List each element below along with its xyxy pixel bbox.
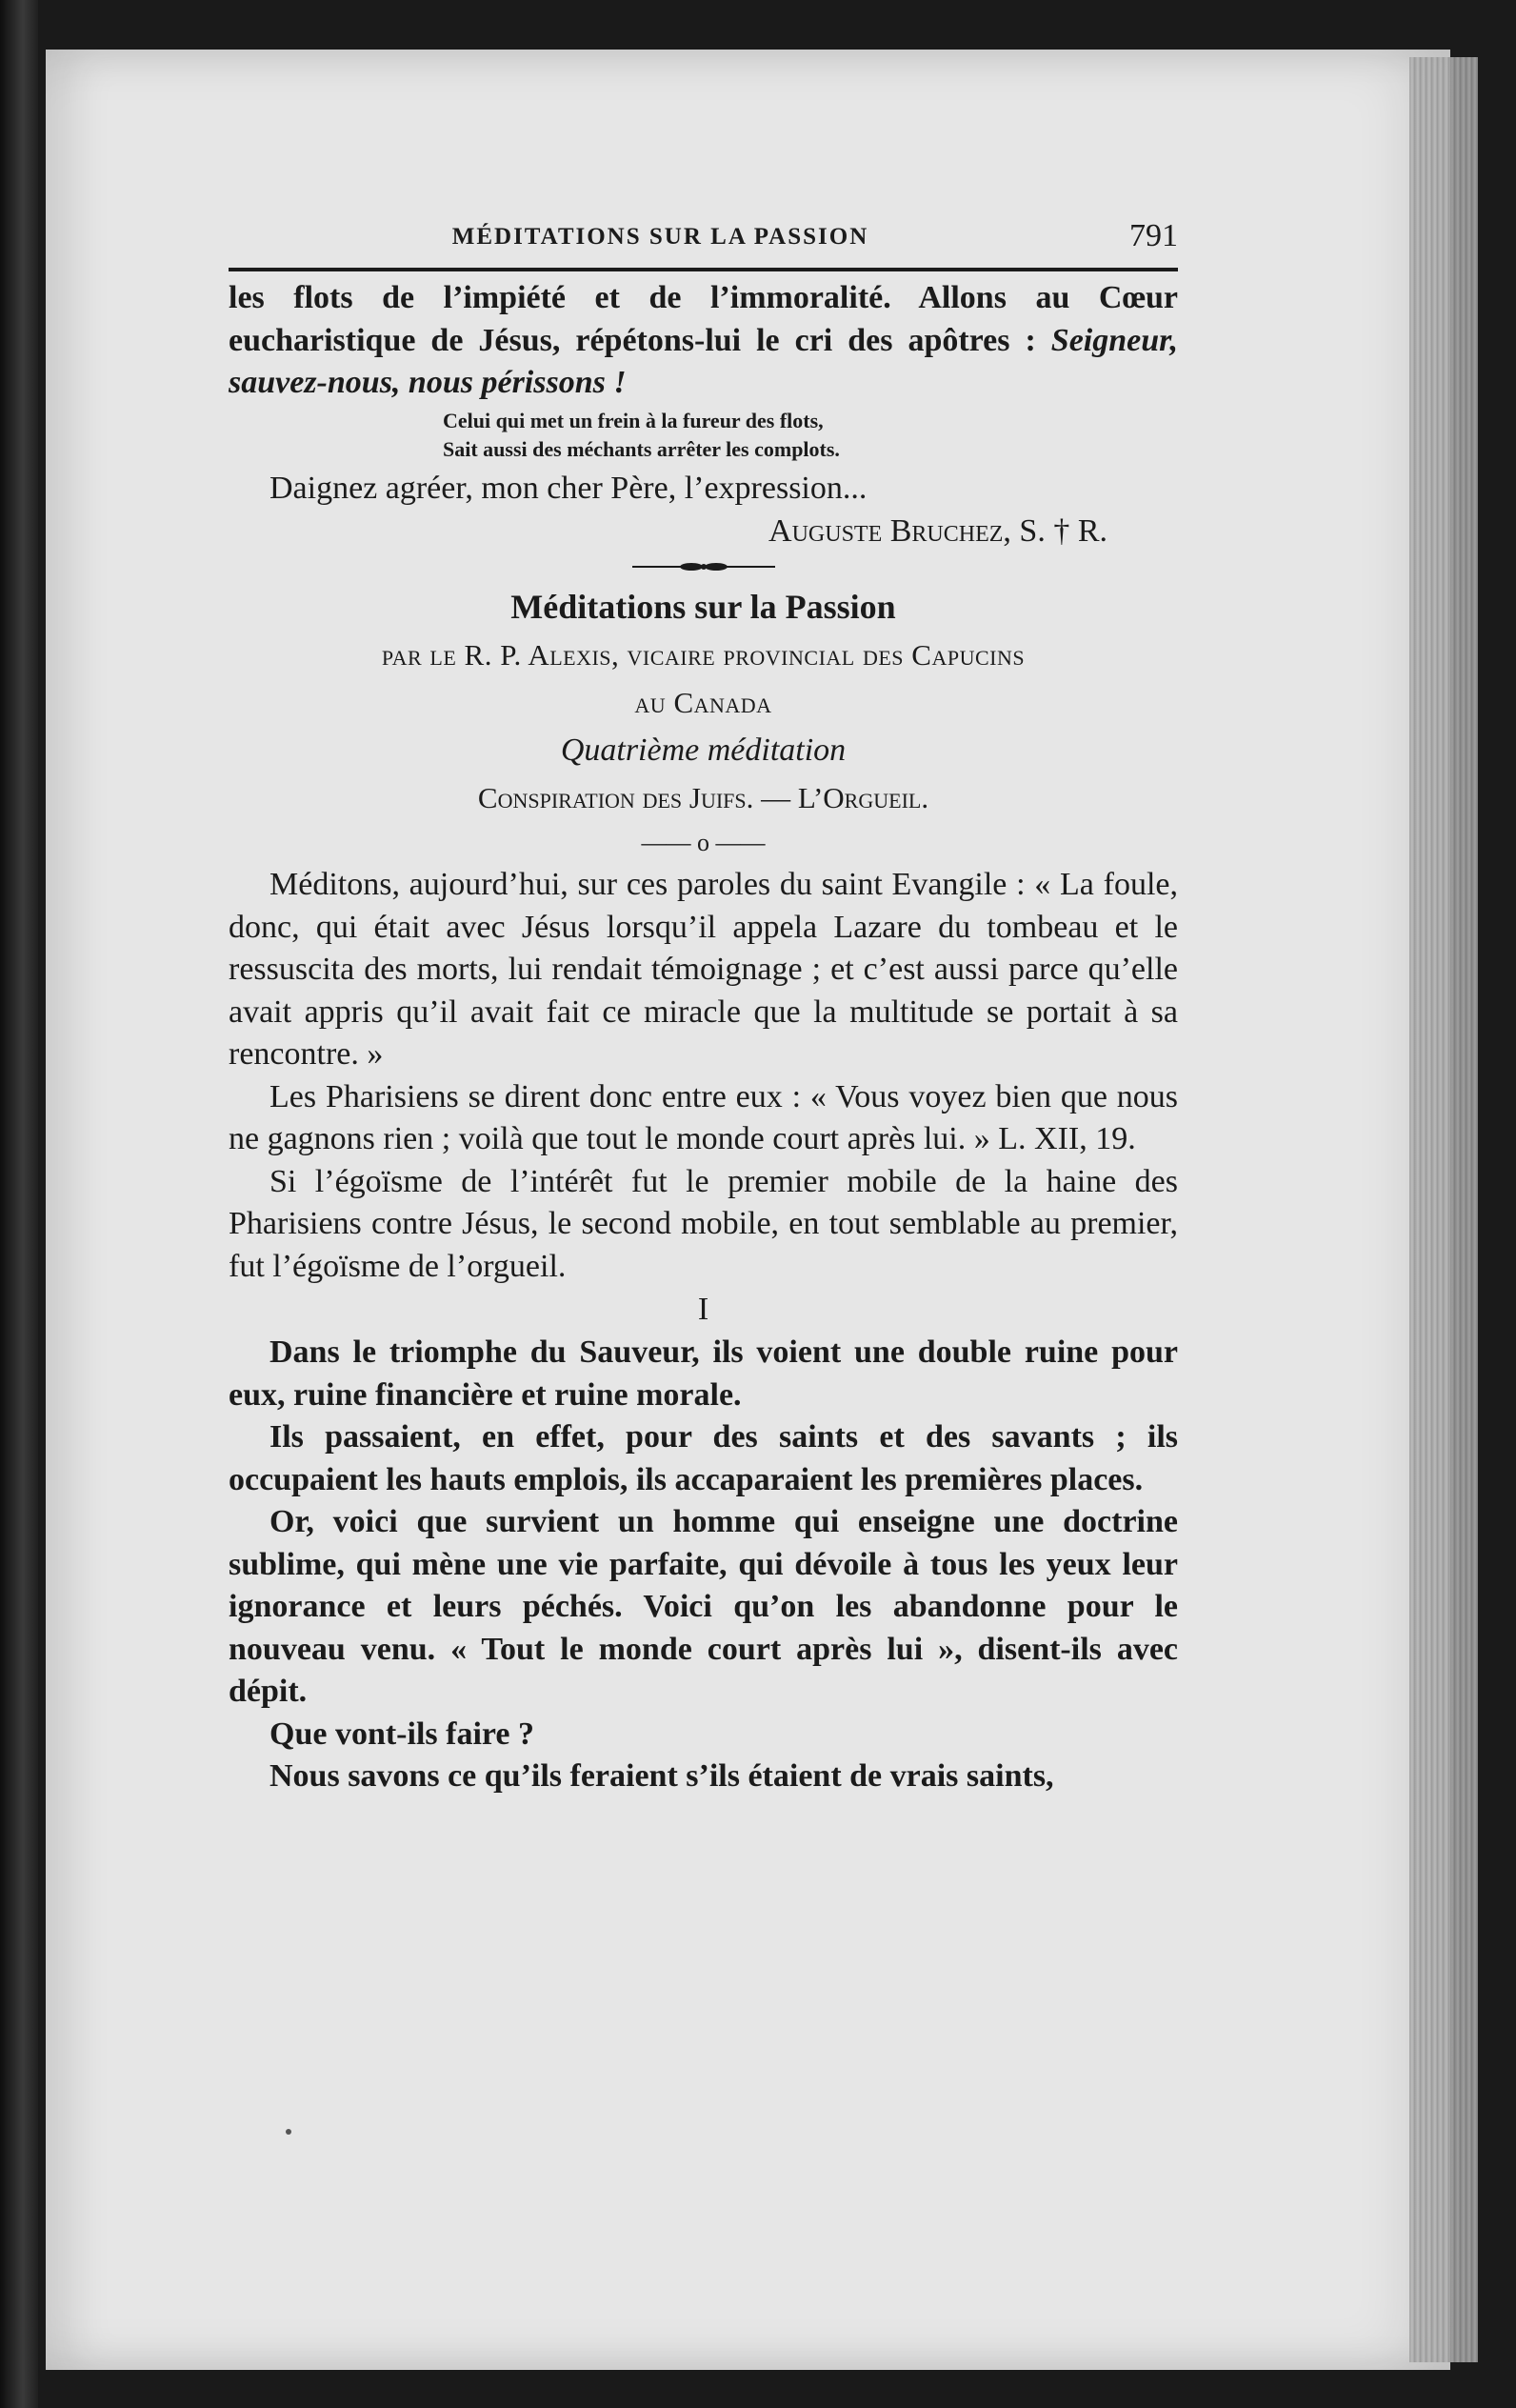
verse-line-1: Celui qui met un frein à la fureur des flots, <box>443 408 824 432</box>
paragraph-continued-text: les flots de l’impiété et de l’immoralité. Allons au Cœur eucharistique de Jésus, répétons-lui le cri des apôtres : <box>229 280 1178 358</box>
article-topic: Conspiration des Juifs. — L’Orgueil. <box>477 781 929 814</box>
paper-speck <box>286 2129 291 2135</box>
running-header <box>229 214 1178 271</box>
article-subtitle: Quatrième méditation <box>560 732 847 768</box>
section-number: I <box>697 1292 709 1327</box>
ornament-rule <box>229 557 1178 580</box>
verse-line-2: Sait aussi des méchants arrêter les complots. <box>443 436 840 461</box>
article-title: Méditations sur la Passion <box>510 588 896 626</box>
signature: Auguste Bruchez, S. † R. <box>768 513 1107 549</box>
body-paragraph-4: Dans le triomphe du Sauveur, ils voient une double ruine pour eux, ruine financière et ruine morale. <box>229 1334 1178 1413</box>
paragraph-continued <box>229 277 1178 405</box>
body-paragraph-3: Si l’égoïsme de l’intérêt fut le premier mobile de la haine des Pharisiens contre Jésus, le second mobile, en tout semblable au premier, fut l’égoïsme de l’orgueil. <box>229 1163 1178 1284</box>
ornament-rule-icon <box>632 557 775 576</box>
adjacent-page-edge <box>0 0 38 2408</box>
page-number: 791 <box>1129 218 1178 253</box>
body-paragraph-1: Méditons, aujourd’hui, sur ces paroles du saint Evangile : « La foule, donc, qui était avec Jésus lorsqu’il appela Lazare du tombeau et le ressuscita des morts, lui rendait témoignage ; et c’est aussi parce qu’elle avait appris qu’il avait fait ce miracle que la multitude se portait à sa rencontre. » <box>229 867 1178 1072</box>
paragraph-continued-italic: Seigneur, sauvez-nous, nous périssons ! <box>229 322 1178 400</box>
body-paragraph-7: Que vont-ils faire ? <box>269 1716 534 1752</box>
closing-line: Daignez agréer, mon cher Père, l’expression... <box>269 470 868 506</box>
body-paragraph-8: Nous savons ce qu’ils feraient s’ils étaient de vrais saints, <box>269 1758 1054 1794</box>
body-paragraph-2: Les Pharisiens se dirent donc entre eux : « Vous voyez bien que nous ne gagnons rien ; voilà que tout le monde court après lui. » L. XII, 19. <box>229 1078 1178 1156</box>
running-title: MÉDITATIONS SUR LA PASSION <box>451 224 869 250</box>
page-content <box>229 214 1178 1798</box>
article-byline-1: par le R. P. Alexis, vicaire provincial des Capucins <box>381 638 1026 672</box>
article-byline-2: au Canada <box>634 686 772 719</box>
body-paragraph-6: Or, voici que survient un homme qui enseigne une doctrine sublime, qui mène une vie parfaite, qui dévoile à tous les yeux leur ignorance et leurs péchés. Voici qu’on les abandonne pour le nouveau venu. « Tout le monde court après lui », disent-ils avec dépit. <box>229 1504 1178 1709</box>
verse-quote <box>229 407 1178 464</box>
section-divider: —— o —— <box>641 829 766 856</box>
body-paragraph-5: Ils passaient, en effet, pour des saints et des savants ; ils occupaient les hauts emplois, ils accaparaient les premières places. <box>229 1419 1178 1497</box>
page-stack-edge <box>1409 57 1478 2362</box>
